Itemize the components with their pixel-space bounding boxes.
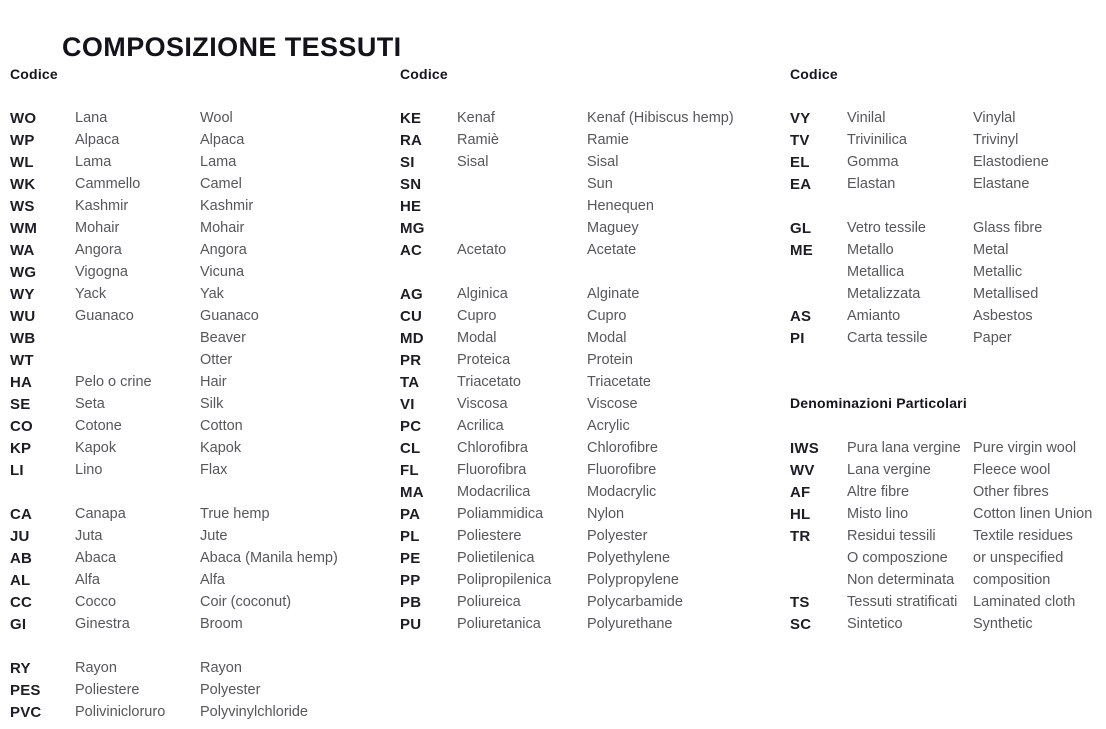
- fiber-code: MG: [400, 219, 425, 237]
- fiber-name-english: Other fibres: [973, 484, 1049, 500]
- fiber-row: [790, 239, 1104, 261]
- fiber-code: SC: [790, 615, 812, 633]
- fiber-group: [790, 107, 1104, 195]
- fiber-code: TR: [790, 527, 811, 545]
- fiber-code: AB: [10, 549, 33, 567]
- fiber-name-italian: Cupro: [457, 308, 497, 324]
- fiber-row: [10, 173, 392, 195]
- fiber-row: [400, 151, 782, 173]
- fiber-name-italian: Altre fibre: [847, 484, 910, 500]
- fiber-row: [400, 393, 782, 415]
- fiber-name-italian: Chlorofibra: [457, 440, 528, 456]
- fiber-name-italian: Kashmir: [75, 198, 129, 214]
- fiber-name-english: Trivinyl: [973, 132, 1019, 148]
- fiber-code: CL: [400, 439, 421, 457]
- fiber-name-english: Chlorofibre: [587, 440, 658, 456]
- fiber-code: IWS: [790, 439, 819, 457]
- fiber-name-english: Glass fibre: [973, 220, 1043, 236]
- fiber-name-english: Paper: [973, 330, 1012, 346]
- fiber-row: [400, 371, 782, 393]
- fiber-name-italian: Metallo: [847, 242, 894, 258]
- fiber-code: WT: [10, 351, 34, 369]
- fiber-name-english: Coir (coconut): [200, 594, 292, 610]
- fiber-name-italian: Kapok: [75, 440, 117, 456]
- fiber-name-english: Vinylal: [973, 110, 1016, 126]
- fiber-name-italian: Alginica: [457, 286, 508, 302]
- fiber-code: HL: [790, 505, 811, 523]
- fiber-name-english: Polyester: [587, 528, 648, 544]
- fiber-name-italian: Poliuretanica: [457, 616, 541, 632]
- fiber-name-english: Polyester: [200, 682, 261, 698]
- fiber-name-english: Silk: [200, 396, 224, 412]
- fiber-name-english: Jute: [200, 528, 228, 544]
- fiber-row: [790, 107, 1104, 129]
- fiber-row: [400, 129, 782, 151]
- fiber-name-english: Fleece wool: [973, 462, 1051, 478]
- fiber-code: PU: [400, 615, 422, 633]
- fiber-row: [400, 613, 782, 635]
- fiber-name-italian: Carta tessile: [847, 330, 928, 346]
- fiber-code: PI: [790, 329, 805, 347]
- fiber-name-italian: Triacetato: [457, 374, 521, 390]
- fiber-code: HA: [10, 373, 33, 391]
- fiber-name-italian: Canapa: [75, 506, 126, 522]
- fiber-row: [790, 525, 1104, 547]
- fiber-row: [10, 283, 392, 305]
- fiber-name-english: Camel: [200, 176, 242, 192]
- fiber-code: KP: [10, 439, 32, 457]
- fiber-code: PES: [10, 681, 41, 699]
- fiber-code: FL: [400, 461, 419, 479]
- fiber-code: PR: [400, 351, 422, 369]
- fiber-code: GI: [10, 615, 27, 633]
- fiber-name-italian: Acrilica: [457, 418, 504, 434]
- fiber-name-english: Fluorofibre: [587, 462, 657, 478]
- section-header: Codice: [10, 66, 58, 82]
- fiber-row: [10, 195, 392, 217]
- fiber-row: [10, 613, 392, 635]
- fiber-name-english: Polyethylene: [587, 550, 671, 566]
- fiber-name-english: Lama: [200, 154, 237, 170]
- fiber-code: LI: [10, 461, 24, 479]
- fiber-code: JU: [10, 527, 30, 545]
- fiber-row: [790, 547, 1104, 569]
- fiber-code: WP: [10, 131, 35, 149]
- fiber-name-italian: Cocco: [75, 594, 117, 610]
- fiber-code: PP: [400, 571, 421, 589]
- fiber-name-italian: Modacrilica: [457, 484, 531, 500]
- fiber-row: [790, 283, 1104, 305]
- fiber-row: [10, 349, 392, 371]
- fiber-name-english: Otter: [200, 352, 233, 368]
- fiber-code: AF: [790, 483, 811, 501]
- fiber-name-english: composition: [973, 572, 1051, 588]
- fiber-row: [400, 569, 782, 591]
- fiber-code: TS: [790, 593, 810, 611]
- fiber-code: WO: [10, 109, 37, 127]
- fiber-name-english: Metallised: [973, 286, 1039, 302]
- fiber-name-italian: Alpaca: [75, 132, 120, 148]
- fiber-code: CO: [10, 417, 33, 435]
- section-header: Codice: [790, 66, 838, 82]
- fiber-row: [10, 151, 392, 173]
- fiber-code: WM: [10, 219, 38, 237]
- fiber-row: [400, 173, 782, 195]
- fiber-row: [10, 239, 392, 261]
- fiber-name-english: Pure virgin wool: [973, 440, 1077, 456]
- fiber-name-italian: Poliestere: [75, 682, 140, 698]
- fiber-name-italian: Lana: [75, 110, 108, 126]
- fiber-row: [400, 525, 782, 547]
- fiber-name-english: Flax: [200, 462, 228, 478]
- fiber-name-english: Maguey: [587, 220, 639, 236]
- fiber-row: [790, 481, 1104, 503]
- fiber-code: CU: [400, 307, 423, 325]
- fiber-code: PA: [400, 505, 421, 523]
- fiber-code: WY: [10, 285, 35, 303]
- fiber-name-italian: Lana vergine: [847, 462, 931, 478]
- fiber-row: [400, 437, 782, 459]
- fiber-row: [10, 701, 392, 723]
- fiber-row: [400, 217, 782, 239]
- fiber-row: [790, 173, 1104, 195]
- fiber-name-english: Triacetate: [587, 374, 651, 390]
- fiber-name-english: Alpaca: [200, 132, 245, 148]
- fiber-row: [10, 547, 392, 569]
- fiber-code: ME: [790, 241, 813, 259]
- fiber-name-italian: Modal: [457, 330, 497, 346]
- fiber-row: [400, 327, 782, 349]
- fiber-code: EA: [790, 175, 812, 193]
- fiber-name-italian: Guanaco: [75, 308, 134, 324]
- fiber-name-italian: Ramiè: [457, 132, 499, 148]
- fiber-row: [400, 503, 782, 525]
- fiber-row: [790, 459, 1104, 481]
- fiber-group: [400, 283, 782, 635]
- fiber-name-english: Kashmir: [200, 198, 254, 214]
- fiber-name-italian: Ginestra: [75, 616, 130, 632]
- fiber-row: [10, 591, 392, 613]
- fiber-code: VI: [400, 395, 415, 413]
- fiber-name-italian: Abaca: [75, 550, 117, 566]
- fiber-name-italian: Amianto: [847, 308, 901, 324]
- fiber-name-english: Polypropylene: [587, 572, 679, 588]
- fiber-code: EL: [790, 153, 810, 171]
- fiber-code: WV: [790, 461, 815, 479]
- fiber-row: [10, 305, 392, 327]
- fiber-name-italian: Alfa: [75, 572, 100, 588]
- fiber-name-english: or unspecified: [973, 550, 1064, 566]
- fiber-group: [790, 217, 1104, 349]
- fiber-name-english: Polyurethane: [587, 616, 673, 632]
- fiber-group: [790, 437, 1104, 635]
- fiber-name-italian: Non determinata: [847, 572, 955, 588]
- fiber-code: AS: [790, 307, 812, 325]
- fiber-row: [400, 283, 782, 305]
- fiber-name-italian: Poliestere: [457, 528, 522, 544]
- fiber-row: [790, 613, 1104, 635]
- fiber-name-english: Synthetic: [973, 616, 1033, 632]
- fiber-row: [10, 393, 392, 415]
- fiber-code: AL: [10, 571, 31, 589]
- fiber-name-english: Textile residues: [973, 528, 1073, 544]
- fiber-name-english: Ramie: [587, 132, 629, 148]
- fiber-name-english: Kapok: [200, 440, 242, 456]
- fiber-row: [790, 261, 1104, 283]
- fiber-code: GL: [790, 219, 812, 237]
- fiber-code: WG: [10, 263, 37, 281]
- fiber-name-italian: Pelo o crine: [75, 374, 152, 390]
- fiber-code: SN: [400, 175, 422, 193]
- fiber-name-italian: Lino: [75, 462, 103, 478]
- fiber-code: AC: [400, 241, 423, 259]
- fiber-name-english: Elastane: [973, 176, 1030, 192]
- fiber-row: [400, 459, 782, 481]
- fiber-row: [400, 349, 782, 371]
- section-header: Denominazioni Particolari: [790, 395, 967, 411]
- fiber-name-italian: Cammello: [75, 176, 141, 192]
- fiber-row: [10, 679, 392, 701]
- fiber-name-english: Nylon: [587, 506, 625, 522]
- fiber-name-english: Cotton: [200, 418, 243, 434]
- fiber-name-english: Polycarbamide: [587, 594, 683, 610]
- fiber-row: [790, 305, 1104, 327]
- fiber-name-italian: Vigogna: [75, 264, 128, 280]
- fiber-row: [400, 305, 782, 327]
- fiber-name-english: Metallic: [973, 264, 1023, 280]
- fiber-name-italian: Acetato: [457, 242, 507, 258]
- fiber-name-italian: Poliureica: [457, 594, 521, 610]
- code-column-3: [790, 66, 1104, 635]
- fiber-row: [10, 261, 392, 283]
- fiber-name-english: Kenaf (Hibiscus hemp): [587, 110, 734, 126]
- fiber-code: AG: [400, 285, 423, 303]
- fiber-row: [400, 591, 782, 613]
- fiber-name-english: Hair: [200, 374, 227, 390]
- fiber-group: [10, 503, 392, 635]
- fiber-name-italian: Misto lino: [847, 506, 909, 522]
- fiber-row: [10, 503, 392, 525]
- fiber-code: RY: [10, 659, 31, 677]
- fiber-name-italian: Proteica: [457, 352, 511, 368]
- fiber-code: HE: [400, 197, 422, 215]
- fiber-name-italian: Lama: [75, 154, 112, 170]
- fiber-row: [10, 129, 392, 151]
- fiber-name-english: Guanaco: [200, 308, 259, 324]
- fiber-row: [400, 107, 782, 129]
- fiber-code: PB: [400, 593, 422, 611]
- fiber-name-italian: Sisal: [457, 154, 489, 170]
- fiber-name-italian: Fluorofibra: [457, 462, 527, 478]
- fiber-name-english: Broom: [200, 616, 243, 632]
- fiber-row: [790, 569, 1104, 591]
- fiber-name-english: Henequen: [587, 198, 654, 214]
- fiber-row: [400, 415, 782, 437]
- fiber-name-english: Viscose: [587, 396, 638, 412]
- fiber-row: [790, 437, 1104, 459]
- fiber-name-english: Rayon: [200, 660, 242, 676]
- fiber-name-italian: Viscosa: [457, 396, 508, 412]
- fiber-name-italian: Polipropilenica: [457, 572, 552, 588]
- fiber-row: [790, 503, 1104, 525]
- fiber-name-english: Sisal: [587, 154, 619, 170]
- fiber-row: [10, 437, 392, 459]
- fiber-name-english: Alfa: [200, 572, 225, 588]
- fiber-row: [10, 569, 392, 591]
- fiber-name-english: Metal: [973, 242, 1009, 258]
- fiber-code: SI: [400, 153, 415, 171]
- fiber-row: [10, 415, 392, 437]
- fiber-name-italian: Trivinilica: [847, 132, 907, 148]
- fiber-row: [790, 217, 1104, 239]
- fiber-name-english: Protein: [587, 352, 633, 368]
- fiber-name-italian: Polivinicloruro: [75, 704, 166, 720]
- fiber-group: [10, 107, 392, 481]
- fiber-name-italian: Residui tessili: [847, 528, 936, 544]
- fiber-code: CA: [10, 505, 33, 523]
- fiber-name-english: Asbestos: [973, 308, 1033, 324]
- fiber-name-english: Cotton linen Union: [973, 506, 1093, 522]
- fiber-row: [790, 327, 1104, 349]
- fiber-name-italian: Metallica: [847, 264, 905, 280]
- fiber-name-english: Beaver: [200, 330, 246, 346]
- fiber-name-italian: Pura lana vergine: [847, 440, 961, 456]
- fiber-code: MA: [400, 483, 424, 501]
- fiber-name-english: Laminated cloth: [973, 594, 1076, 610]
- fiber-name-italian: Angora: [75, 242, 122, 258]
- fiber-code: RA: [400, 131, 423, 149]
- fiber-name-italian: Tessuti stratificati: [847, 594, 958, 610]
- fiber-name-english: Wool: [200, 110, 233, 126]
- fiber-name-italian: Rayon: [75, 660, 117, 676]
- fiber-code: CC: [10, 593, 33, 611]
- section-header: Codice: [400, 66, 448, 82]
- fiber-row: [10, 107, 392, 129]
- fiber-name-english: Alginate: [587, 286, 640, 302]
- fiber-group: [10, 657, 392, 723]
- fiber-name-english: Acetate: [587, 242, 637, 258]
- fiber-code: PE: [400, 549, 421, 567]
- fiber-row: [790, 129, 1104, 151]
- fiber-row: [10, 327, 392, 349]
- fiber-row: [10, 525, 392, 547]
- code-column-1: [10, 66, 392, 723]
- fiber-name-italian: Sintetico: [847, 616, 903, 632]
- fiber-code: PL: [400, 527, 420, 545]
- fiber-code: WU: [10, 307, 36, 325]
- fiber-row: [400, 547, 782, 569]
- fiber-name-italian: Elastan: [847, 176, 896, 192]
- fiber-row: [400, 195, 782, 217]
- fiber-code: SE: [10, 395, 31, 413]
- fiber-name-english: Acrylic: [587, 418, 630, 434]
- fiber-name-italian: O composzione: [847, 550, 948, 566]
- fiber-code: VY: [790, 109, 811, 127]
- fiber-name-english: Angora: [200, 242, 247, 258]
- fiber-code: TV: [790, 131, 810, 149]
- fiber-name-english: Mohair: [200, 220, 245, 236]
- fiber-group: [400, 107, 782, 261]
- fiber-code: WS: [10, 197, 35, 215]
- fiber-name-italian: Vinilal: [847, 110, 886, 126]
- fiber-name-italian: Vetro tessile: [847, 220, 926, 236]
- fiber-name-english: Vicuna: [200, 264, 245, 280]
- code-column-2: [400, 66, 782, 635]
- fiber-name-italian: Polietilenica: [457, 550, 535, 566]
- fiber-code: WA: [10, 241, 35, 259]
- fiber-name-english: True hemp: [200, 506, 270, 522]
- fiber-name-english: Cupro: [587, 308, 627, 324]
- fiber-name-english: Modal: [587, 330, 627, 346]
- fiber-code: PVC: [10, 703, 42, 721]
- fiber-row: [400, 239, 782, 261]
- fiber-row: [790, 591, 1104, 613]
- fiber-name-italian: Cotone: [75, 418, 122, 434]
- fiber-row: [10, 371, 392, 393]
- fiber-row: [790, 151, 1104, 173]
- fiber-code: PC: [400, 417, 422, 435]
- fiber-name-italian: Poliammidica: [457, 506, 544, 522]
- fiber-name-english: Polyvinylchloride: [200, 704, 308, 720]
- fiber-code: KE: [400, 109, 422, 127]
- fiber-name-english: Abaca (Manila hemp): [200, 550, 338, 566]
- fiber-code: MD: [400, 329, 424, 347]
- fiber-row: [10, 657, 392, 679]
- fiber-name-english: Yak: [200, 286, 224, 302]
- fiber-code: WB: [10, 329, 36, 347]
- fiber-name-italian: Juta: [75, 528, 103, 544]
- fiber-row: [400, 481, 782, 503]
- fiber-name-italian: Seta: [75, 396, 105, 412]
- fiber-name-italian: Kenaf: [457, 110, 495, 126]
- fiber-code: WK: [10, 175, 36, 193]
- fiber-name-italian: Yack: [75, 286, 107, 302]
- page-title: COMPOSIZIONE TESSUTI: [62, 32, 402, 63]
- fiber-name-italian: Gomma: [847, 154, 899, 170]
- fiber-code: WL: [10, 153, 34, 171]
- fiber-name-english: Sun: [587, 176, 613, 192]
- fiber-name-italian: Mohair: [75, 220, 120, 236]
- fiber-name-english: Modacrylic: [587, 484, 657, 500]
- fiber-row: [10, 217, 392, 239]
- fiber-code: TA: [400, 373, 420, 391]
- fiber-row: [10, 459, 392, 481]
- fiber-name-italian: Metalizzata: [847, 286, 921, 302]
- fiber-name-english: Elastodiene: [973, 154, 1049, 170]
